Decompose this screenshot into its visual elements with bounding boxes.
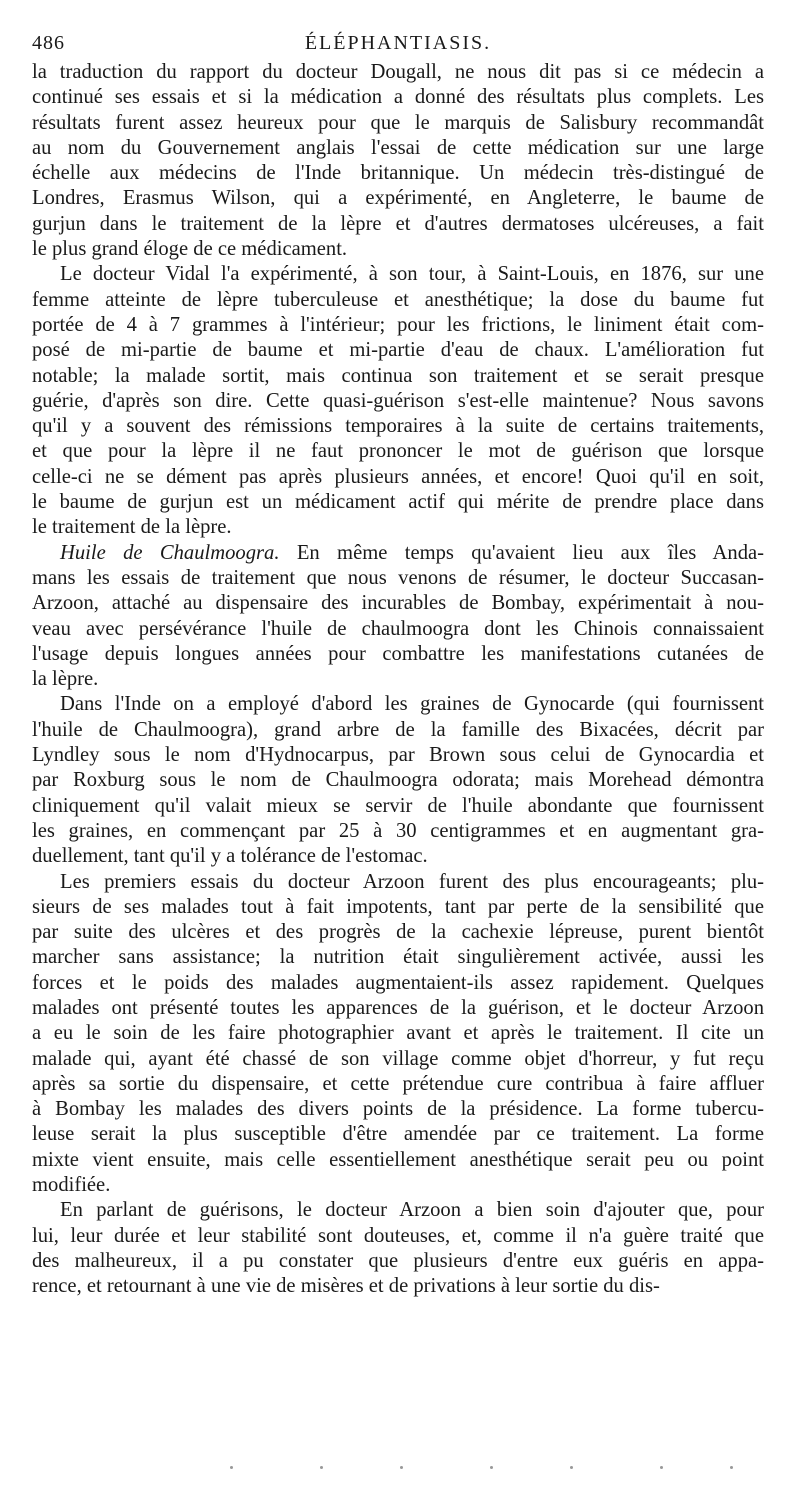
text-line: l'huile de Chaulmoogra), grand arbre de la famille des Bixacées, décrit par: [32, 718, 764, 741]
section-heading: Huile de Chaulmoogra.: [60, 541, 280, 564]
document-page: [32, 30, 764, 1300]
text-line: leuse serait la plus susceptible d'être amendée par ce traitement. La forme: [32, 1123, 764, 1146]
text-line: marcher sans assistance; la nutrition était singulièrement activée, aussi les: [32, 946, 764, 969]
text-line: guérie, d'après son dire. Cette quasi-guérison s'est-elle maintenue? Nous savons: [32, 389, 764, 412]
text-line: malade qui, ayant été chassé de son village comme objet d'horreur, y fut reçu: [32, 1047, 764, 1070]
text-line: malades ont présenté toutes les apparences de la guérison, et le docteur Arzoon: [32, 996, 764, 1019]
text-line: Lyndley sous le nom d'Hydnocarpus, par Brown sous celui de Gynocardia et: [32, 744, 764, 767]
text-line: Dans l'Inde on a employé d'abord les graines de Gynocarde (qui fournissent: [60, 693, 764, 716]
text-line: Londres, Erasmus Wilson, qui a expérimenté, en Angleterre, le baume de: [32, 187, 764, 210]
text-line-content: En même temps qu'avaient lieu aux îles Anda-: [279, 541, 764, 564]
text-line: Les premiers essais du docteur Arzoon furent des plus encourageants; plu-: [60, 870, 764, 893]
text-line: forces et le poids des malades augmentaient-ils assez rapidement. Quelques: [32, 971, 764, 994]
text-line: le traitement de la lèpre.: [32, 516, 232, 539]
text-line: portée de 4 à 7 grammes à l'intérieur; pour les frictions, le liniment était com-: [32, 313, 764, 336]
paragraph: [32, 870, 764, 1199]
text-line: continué ses essais et si la médication a donné des résultats plus complets. Les: [32, 86, 764, 109]
text-line: rence, et retournant à une vie de misères et de privations à leur sortie du dis-: [32, 1275, 660, 1298]
text-line: qu'il y a souvent des rémissions temporaires à la suite de certains traitements,: [32, 415, 764, 438]
text-line: au nom du Gouvernement anglais l'essai de cette médication sur une large: [32, 136, 764, 159]
paragraph: [32, 262, 764, 540]
text-line: modifiée.: [32, 1174, 111, 1197]
paragraph: [32, 541, 764, 693]
text-line: duellement, tant qu'il y a tolérance de l'estomac.: [32, 845, 428, 868]
text-line: mans les essais de traitement que nous venons de résumer, le docteur Succasan-: [32, 566, 764, 589]
text-line: gurjun dans le traitement de la lèpre et d'autres dermatoses ulcéreuses, a fait: [32, 212, 764, 235]
text-line: échelle aux médecins de l'Inde britannique. Un médecin très-distingué de: [32, 162, 764, 185]
text-line: lui, leur durée et leur stabilité sont douteuses, et, comme il n'a guère traité que: [32, 1224, 764, 1247]
text-line: posé de mi-partie de baume et mi-partie d'eau de chaux. L'amélioration fut: [32, 339, 764, 362]
bleed-through-marks: [230, 1466, 750, 1472]
text-line: la traduction du rapport du docteur Dougall, ne nous dit pas si ce médecin a: [32, 61, 764, 83]
text-line: l'usage depuis longues années pour combattre les manifestations cutanées de: [32, 642, 764, 665]
body-text: [32, 60, 764, 1300]
running-title: ÉLÉPHANTIASIS.: [304, 32, 492, 54]
text-line: femme atteinte de lèpre tuberculeuse et anesthétique; la dose du baume fut: [32, 288, 764, 311]
text-line: a eu le soin de les faire photographier avant et après le traitement. Il cite un: [32, 1022, 764, 1045]
text-line: Le docteur Vidal l'a expérimenté, à son tour, à Saint-Louis, en 1876, sur une: [60, 263, 764, 286]
text-line: [32, 541, 764, 566]
text-line: notable; la malade sortit, mais continua son traitement et se serait presque: [32, 364, 764, 387]
text-line: après sa sortie du dispensaire, et cette prétendue cure contribua à faire affluer: [32, 1072, 764, 1095]
page-header: [32, 30, 764, 60]
text-line: et que pour la lèpre il ne faut prononcer le mot de guérison que lorsque: [32, 440, 764, 463]
text-line: à Bombay les malades des divers points de la présidence. La forme tubercu-: [32, 1098, 764, 1121]
text-line: la lèpre.: [32, 668, 99, 691]
text-line: résultats furent assez heureux pour que le marquis de Salisbury recommandât: [32, 111, 764, 134]
text-line: par Roxburg sous le nom de Chaulmoogra odorata; mais Morehead démontra: [32, 769, 764, 792]
text-line: cliniquement qu'il valait mieux se servir de l'huile abondante que fournissent: [32, 794, 764, 817]
text-line: le baume de gurjun est un médicament actif qui mérite de prendre place dans: [32, 491, 764, 514]
text-line: sieurs de ses malades tout à fait impotents, tant par perte de la sensibilité que: [32, 895, 764, 918]
paragraph: [32, 60, 764, 262]
page-number: 486: [32, 32, 65, 54]
text-line: par suite des ulcères et des progrès de la cachexie lépreuse, purent bientôt: [32, 921, 764, 944]
text-line: le plus grand éloge de ce médicament.: [32, 238, 348, 261]
text-line: Arzoon, attaché au dispensaire des incurables de Bombay, expérimentait à nou-: [32, 592, 764, 615]
text-line: les graines, en commençant par 25 à 30 centigrammes et en augmentant gra-: [32, 819, 764, 842]
text-line: veau avec persévérance l'huile de chaulmoogra dont les Chinois connaissaient: [32, 617, 764, 640]
paragraph: [32, 692, 764, 869]
paragraph: [32, 1198, 764, 1299]
text-line: des malheureux, il a pu constater que plusieurs d'entre eux guéris en appa-: [32, 1249, 764, 1272]
text-line: En parlant de guérisons, le docteur Arzoon a bien soin d'ajouter que, pour: [60, 1199, 764, 1222]
text-line: celle-ci ne se dément pas après plusieurs années, et encore! Quoi qu'il en soit,: [32, 465, 764, 488]
text-line: mixte vient ensuite, mais celle essentiellement anesthétique serait peu ou point: [32, 1148, 764, 1171]
